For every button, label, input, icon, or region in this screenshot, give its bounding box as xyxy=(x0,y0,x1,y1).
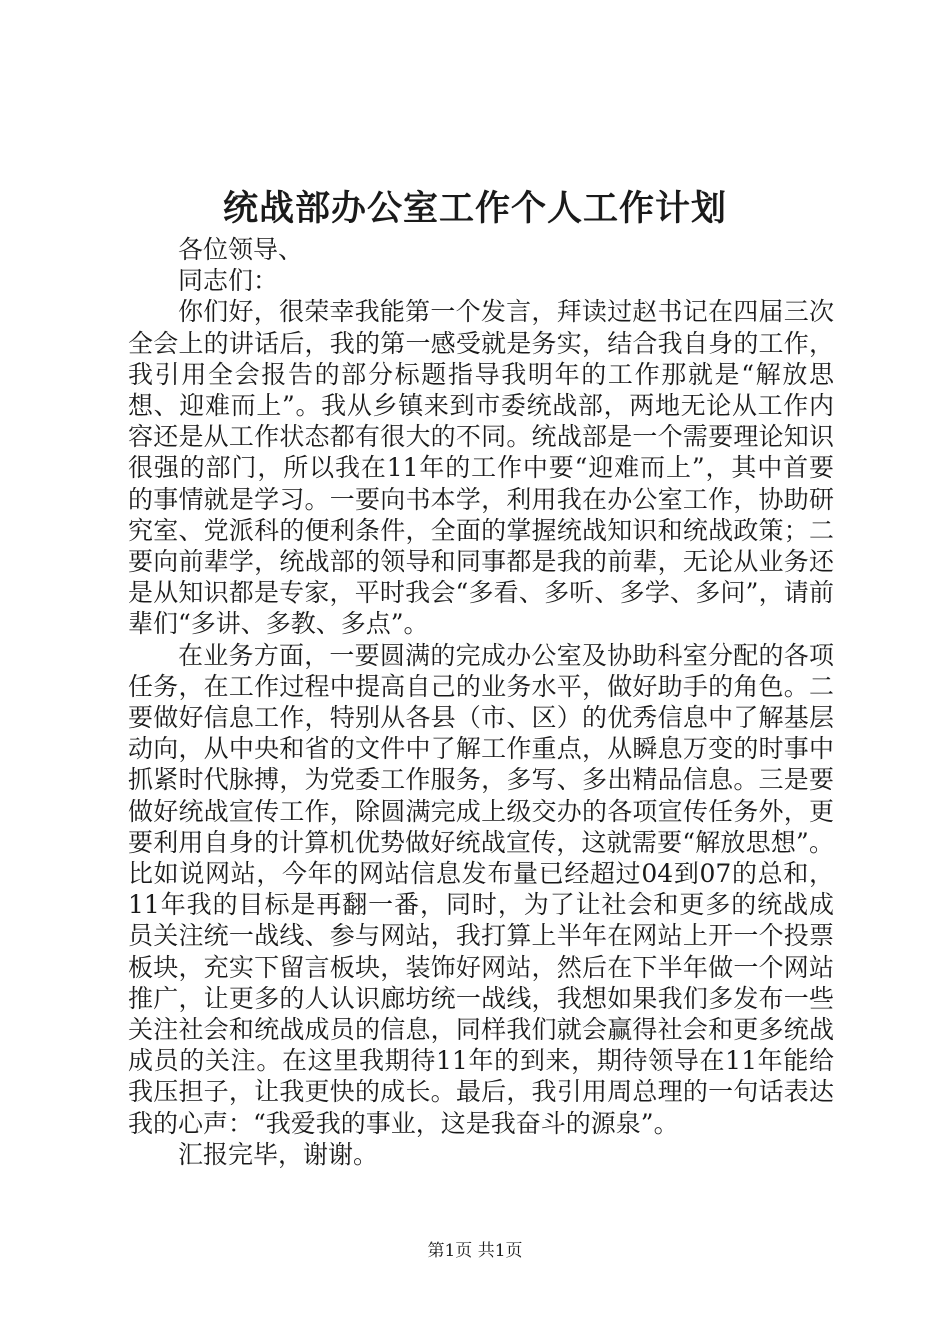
salutation-line-1: 各位领导、 xyxy=(178,235,304,264)
paragraph-intro: 你们好，很荣幸我能第一个发言，拜读过赵书记在四届三次全会上的讲话后，我的第一感受就是务实，结合我自身的工作，我引用全会报告的部分标题指导我明年的工作那就是“解放思想、迎难而上”。我从乡镇来到市委统战部，两地无论从工作内容还是从工作状态都有很大的不同。统战部是一个需要理论知识很强的部门，所以我在11年的工作中要“迎难而上”，其中首要的事情就是学习。一要向书本学，利用我在办公室工作，协助研究室、党派科的便利条件，全面的掌握统战知识和统战政策；二要向前辈学，统战部的领导和同事都是我的前辈，无论从业务还是从知识都是专家，平时我会“多看、多听、多学、多问”，请前辈们“多讲、多教、多点”。 xyxy=(128,297,834,639)
paragraph-business: 在业务方面，一要圆满的完成办公室及协助科室分配的各项任务，在工作过程中提高自己的业务水平，做好助手的角色。二要做好信息工作，特别从各县（市、区）的优秀信息中了解基层动向，从中央和省的文件中了解工作重点，从瞬息万变的时事中抓紧时代脉搏，为党委工作服务，多写、多出精品信息。三是要做好统战宣传工作，除圆满完成上级交办的各项宣传任务外，更要利用自身的计算机优势做好统战宣传，这就需要“解放思想”。比如说网站，今年的网站信息发布量已经超过04到07的总和，11年我的目标是再翻一番，同时，为了让社会和更多的统战成员关注统一战线、参与网站，我打算上半年在网站上开一个投票板块，充实下留言板块，装饰好网站，然后在下半年做一个网站推广，让更多的人认识廊坊统一战线，我想如果我们多发布一些关注社会和统战成员的信息，同样我们就会赢得社会和更多统战成员的关注。在这里我期待11年的到来，期待领导在11年能给我压担子，让我更快的成长。最后，我引用周总理的一句话表达我的心声：“我爱我的事业，这是我奋斗的源泉”。 xyxy=(128,640,834,1138)
document-body xyxy=(128,234,834,1170)
page-footer: 第1页 共1页 xyxy=(427,1241,523,1261)
paragraph-closing: 汇报完毕，谢谢。 xyxy=(178,1139,379,1169)
salutation-line-2: 同志们： xyxy=(178,266,279,296)
document-title: 统战部办公室工作个人工作计划 xyxy=(222,188,727,229)
